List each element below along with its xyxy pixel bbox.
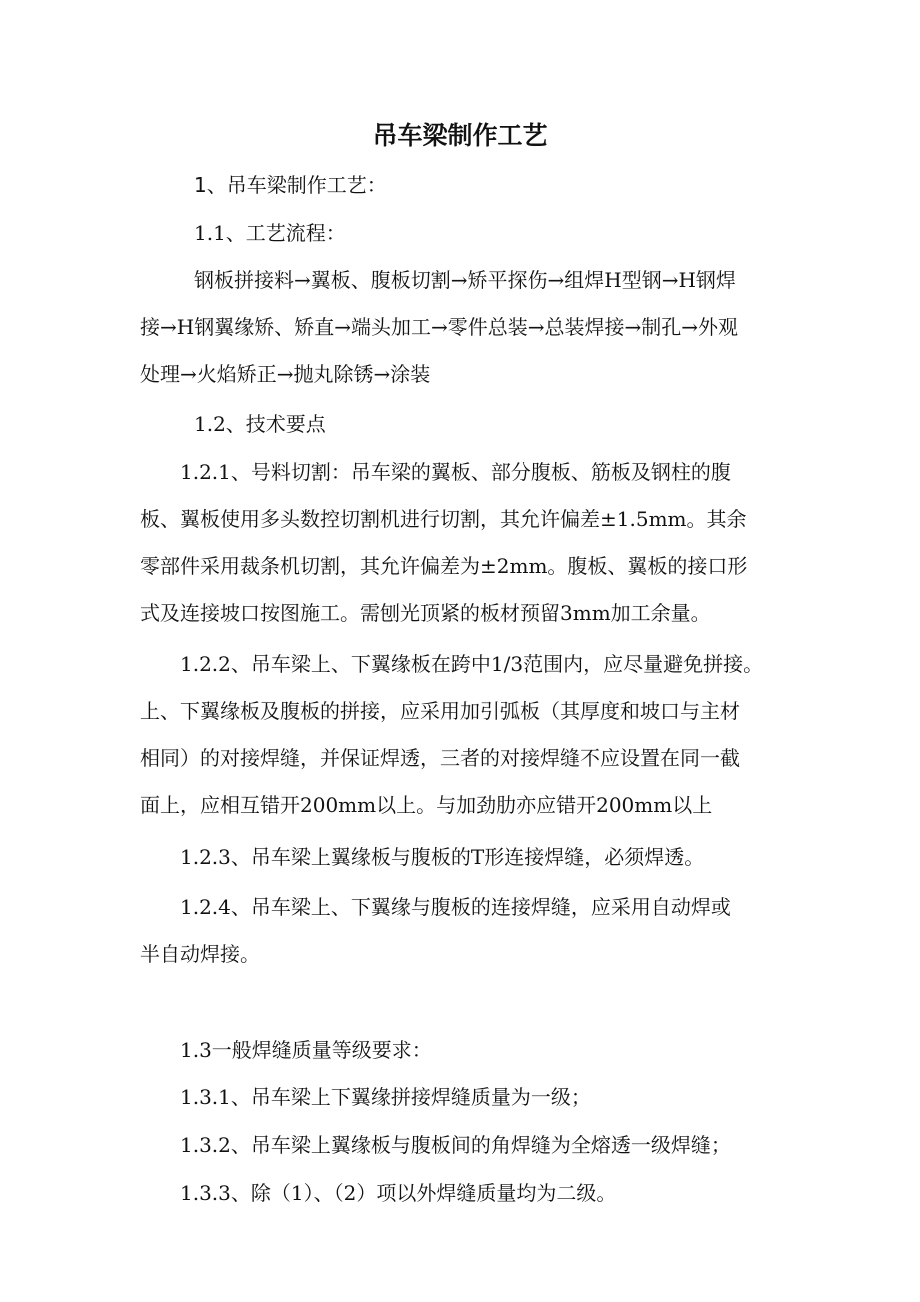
paragraph-line: 1.2.1、号料切割：吊车梁的翼板、部分腹板、筋板及钢柱的腹 [180, 460, 731, 484]
paragraph-line: 1.2.4、吊车梁上、下翼缘与腹板的连接焊缝，应采用自动焊或 [180, 895, 731, 919]
paragraph-line: 面上，应相互错开200mm以上。与加劲肋亦应错开200mm以上 [140, 793, 713, 817]
paragraph-1-3-2: 1.3.2、吊车梁上翼缘板与腹板间的角焊缝为全熔透一级焊缝； [180, 1133, 731, 1157]
page-title: 吊车梁制作工艺 [372, 121, 548, 150]
paragraph-1-3-3: 1.3.3、除（1）、（2）项以外焊缝质量均为二级。 [180, 1181, 617, 1205]
paragraph-1-2-2 [140, 641, 790, 829]
process-flow-line: 处理→火焰矫正→抛丸除锈→涂装 [140, 362, 431, 386]
paragraph-line: 1.2.2、吊车梁上、下翼缘板在跨中1/3范围内，应尽量避免拼接。 [180, 652, 764, 676]
heading-section-1: 1、吊车梁制作工艺： [194, 173, 387, 197]
paragraph-line: 半自动焊接。 [140, 942, 260, 966]
paragraph-1-2-4 [140, 884, 790, 978]
process-flow-paragraph [140, 257, 790, 398]
paragraph-1-2-3: 1.2.3、吊车梁上翼缘板与腹板的T形连接焊缝，必须焊透。 [180, 845, 705, 869]
paragraph-line: 上、下翼缘板及腹板的拼接，应采用加引弧板（其厚度和坡口与主材 [140, 699, 740, 723]
paragraph-line: 零部件采用裁条机切割，其允许偏差为±2mm。腹板、翼板的接口形 [140, 554, 748, 578]
paragraph-line: 相同）的对接焊缝，并保证焊透，三者的对接焊缝不应设置在同一截 [140, 746, 740, 770]
process-flow-line: 钢板拼接料→翼板、腹板切割→矫平探伤→组焊H型钢→H钢焊 [194, 268, 736, 292]
heading-section-1-3: 1.3一般焊缝质量等级要求： [180, 1038, 432, 1062]
process-flow-line: 接→H钢翼缘矫、矫直→端头加工→零件总装→总装焊接→制孔→外观 [140, 315, 738, 339]
heading-section-1-2: 1.2、技术要点 [194, 412, 326, 436]
paragraph-1-2-1 [140, 449, 790, 637]
heading-section-1-1: 1.1、工艺流程： [194, 221, 346, 245]
paragraph-line: 式及连接坡口按图施工。需刨光顶紧的板材预留3mm加工余量。 [140, 601, 711, 625]
paragraph-line: 板、翼板使用多头数控切割机进行切割，其允许偏差±1.5mm。其余 [140, 507, 747, 531]
paragraph-1-3-1: 1.3.1、吊车梁上下翼缘拼接焊缝质量为一级； [180, 1085, 591, 1109]
